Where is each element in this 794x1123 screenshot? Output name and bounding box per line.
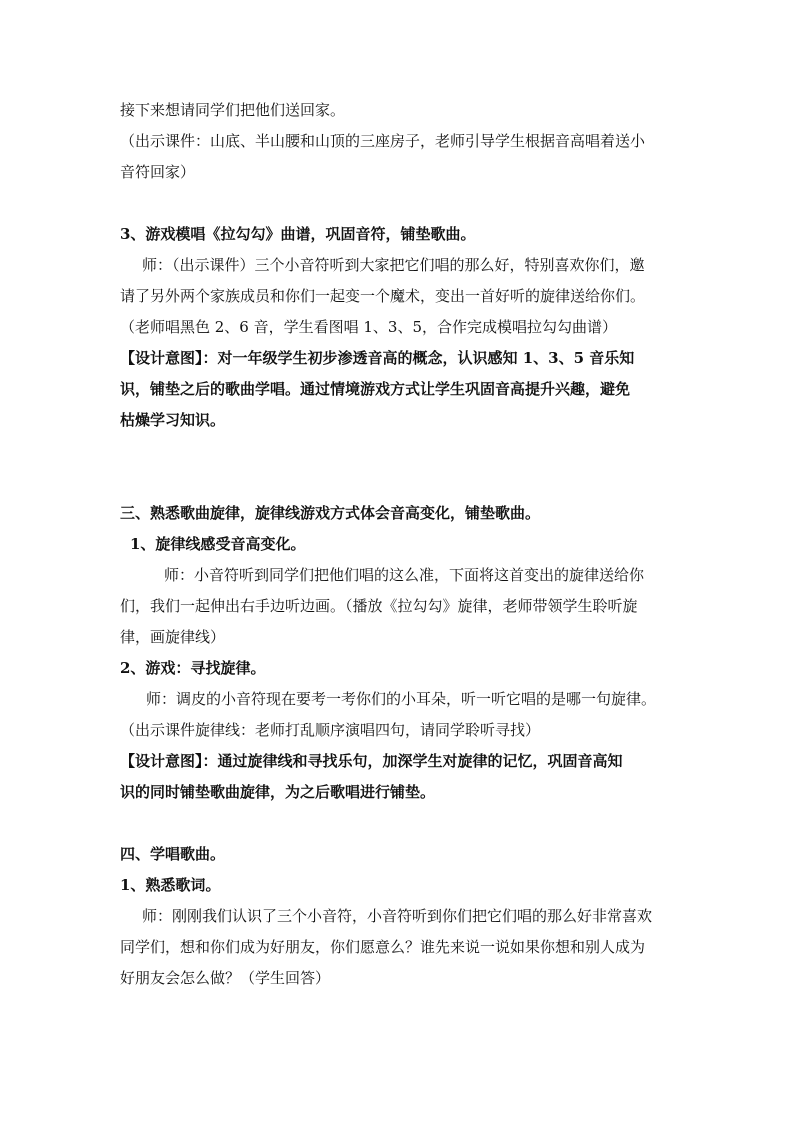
paragraph-line: 师：刚刚我们认识了三个小音符，小音符听到你们把它们唱的那么好非常喜欢: [142, 907, 653, 925]
paragraph-line: （出示课件：山底、半山腰和山顶的三座房子，老师引导学生根据音高唱着送小: [120, 132, 646, 150]
paragraph-line: 好朋友会怎么做？（学生回答）: [120, 969, 331, 987]
paragraph-line: 律，画旋律线）: [120, 628, 226, 646]
subsection-heading: 2、游戏：寻找旋律。: [120, 659, 266, 677]
paragraph-line: 请了另外两个家族成员和你们一起变一个魔术，变出一首好听的旋律送给你们。: [120, 287, 646, 305]
blank-line: [120, 808, 676, 839]
design-intent-line: 识，铺垫之后的歌曲学唱。通过情境游戏方式让学生巩固音高提升兴趣，避免: [120, 380, 631, 398]
paragraph-line: （出示课件旋律线：老师打乱顺序演唱四句，请同学聆听寻找）: [120, 721, 541, 739]
section-heading: 3、游戏模唱《拉勾勾》曲谱，巩固音符，铺垫歌曲。: [120, 225, 476, 243]
design-intent-line: 【设计意图】：通过旋律线和寻找乐句，加深学生对旋律的记忆，巩固音高知: [120, 752, 623, 770]
design-intent-line: 【设计意图】：对一年级学生初步渗透音高的概念，认识感知 1、3、5 音乐知: [120, 349, 635, 367]
paragraph-line: 师：（出示课件）三个小音符听到大家把它们唱的那么好，特别喜欢你们，邀: [142, 256, 645, 274]
design-intent-line: 识的同时铺垫歌曲旋律，为之后歌唱进行铺垫。: [120, 783, 436, 801]
document-page: [120, 95, 676, 994]
design-intent-line: 枯燥学习知识。: [120, 411, 226, 429]
blank-line: [120, 436, 676, 498]
section-heading: 四、学唱歌曲。: [120, 845, 226, 863]
paragraph-line: 同学们，想和你们成为好朋友，你们愿意么？谁先来说一说如果你想和别人成为: [120, 938, 646, 956]
section-heading: 三、熟悉歌曲旋律，旋律线游戏方式体会音高变化，铺垫歌曲。: [120, 504, 541, 522]
paragraph-line: 师：调皮的小音符现在要考一考你们的小耳朵，听一听它唱的是哪一句旋律。: [146, 690, 657, 708]
subsection-heading: 1、熟悉歌词。: [120, 876, 221, 894]
paragraph-line: 接下来想请同学们把他们送回家。: [120, 101, 346, 119]
paragraph-line: （老师唱黑色 2、6 音，学生看图唱 1、3、5，合作完成模唱拉勾勾曲谱）: [120, 318, 618, 336]
paragraph-line: 师：小音符听到同学们把他们唱的这么准，下面将这首变出的旋律送给你: [164, 566, 645, 584]
blank-line: [120, 188, 676, 219]
paragraph-line: 们，我们一起伸出右手边听边画。（播放《拉勾勾》旋律，老师带领学生聆听旋: [120, 597, 638, 615]
subsection-heading: 1、旋律线感受音高变化。: [130, 535, 306, 553]
paragraph-line: 音符回家）: [120, 163, 196, 181]
